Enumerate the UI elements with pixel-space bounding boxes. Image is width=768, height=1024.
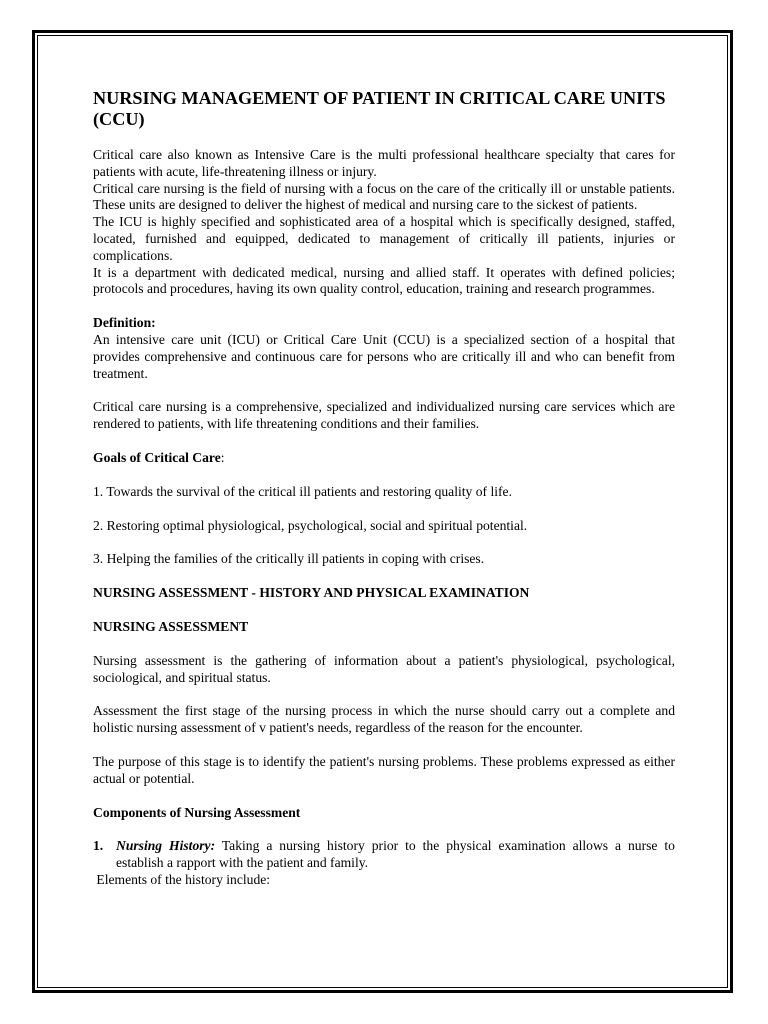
assessment-heading: NURSING ASSESSMENT (93, 618, 249, 634)
goal-item-3: 3. Helping the families of the critically ill patients in coping with crises. (93, 551, 485, 567)
goals-heading: Goals of Critical Care (93, 449, 221, 465)
component-1-label: Nursing History: (116, 838, 216, 854)
assessment-main-heading: NURSING ASSESSMENT - HISTORY AND PHYSICAL EXAMINATION (93, 585, 530, 601)
intro-paragraph-4: It is a department with dedicated medical, nursing and allied staff. It operates with defined policies; protocols and procedures, having its own quality control, education, training and research programmes. (93, 264, 675, 297)
goal-item-1: 1. Towards the survival of the critical ill patients and restoring quality of life. (93, 483, 512, 499)
component-1-number: 1. (93, 838, 104, 854)
definition-heading: Definition: (93, 315, 156, 331)
goals-heading-line (93, 450, 675, 467)
goals-heading-colon: : (220, 449, 225, 465)
elements-text: Elements of the history include: (93, 871, 271, 887)
intro-paragraph-2: Critical care nursing is the field of nursing with a focus on the care of the critically ill or unstable patients. These units are designed to deliver the highest of medical and nursing care to the sickest of patients. (93, 180, 675, 213)
document-body (93, 88, 675, 889)
components-heading: Components of Nursing Assessment (93, 804, 301, 820)
assessment-paragraph-3: The purpose of this stage is to identify the patient's nursing problems. These problems expressed as either actual or potential. (93, 753, 675, 786)
definition-text: An intensive care unit (ICU) or Critical Care Unit (CCU) is a specialized section of a hospital that provides comprehensive and continuous care for persons who are critically ill and who can benefit from treatment. (93, 331, 675, 381)
component-1-text: Taking a nursing history prior to the physical examination allows a nurse to establish a rapport with the patient and family. (116, 838, 675, 871)
critical-care-nursing-text: Critical care nursing is a comprehensive, specialized and individualized nursing care services which are rendered to patients, with life threatening conditions and their families. (93, 399, 675, 432)
document-title: NURSING MANAGEMENT OF PATIENT IN CRITICAL CARE UNITS (CCU) (93, 88, 666, 129)
component-1-body (116, 838, 675, 872)
assessment-paragraph-1: Nursing assessment is the gathering of information about a patient's physiological, psychological, sociological, and spiritual status. (93, 652, 675, 685)
goal-item-2: 2. Restoring optimal physiological, psychological, social and spiritual potential. (93, 517, 528, 533)
assessment-paragraph-2: Assessment the first stage of the nursing process in which the nurse should carry out a complete and holistic nursing assessment of v patient's needs, regardless of the reason for the encounter. (93, 703, 675, 736)
intro-paragraph-1: Critical care also known as Intensive Care is the multi professional healthcare specialty that cares for patients with acute, life-threatening illness or injury. (93, 147, 675, 179)
intro-paragraph-3: The ICU is highly specified and sophisticated area of a hospital which is specifically designed, staffed, located, furnished and equipped, dedicated to management of critically ill patients, injuries or complications. (93, 214, 675, 263)
component-item-1 (93, 838, 675, 872)
